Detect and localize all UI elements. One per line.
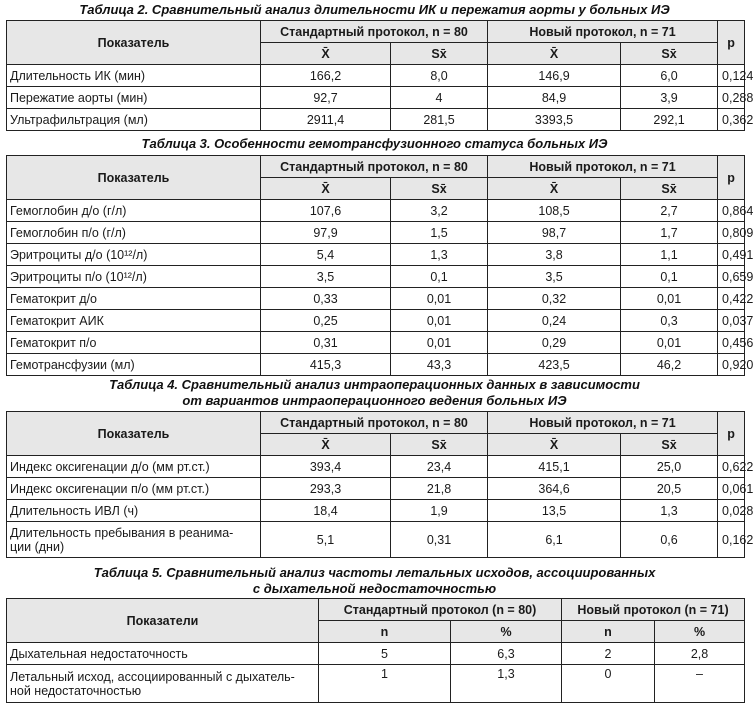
cell-value: 0,29: [488, 332, 621, 354]
cell-value: 0,01: [621, 332, 718, 354]
cell-value: 92,7: [261, 87, 391, 109]
cell-value: 364,6: [488, 478, 621, 500]
cell-value: 23,4: [391, 456, 488, 478]
header-n: n: [319, 621, 451, 643]
table-row: [7, 665, 745, 703]
cell-p-value: 0,061: [718, 478, 745, 500]
cell-value: 3,2: [391, 200, 488, 222]
row-label: Эритроциты д/о (10¹²/л): [7, 244, 261, 266]
cell-value: 8,0: [391, 65, 488, 87]
header-p: p: [718, 21, 745, 65]
cell-value: 6,3: [451, 643, 562, 665]
cell-p-value: 0,162: [718, 522, 745, 558]
header-n: n: [562, 621, 655, 643]
cell-value: 1,9: [391, 500, 488, 522]
table-row: [7, 478, 745, 500]
header-mean: X̄: [488, 43, 621, 65]
table4: [6, 411, 753, 558]
table-row: [7, 87, 745, 109]
cell-value: 0,31: [391, 522, 488, 558]
row-label: Гемоглобин п/о (г/л): [7, 222, 261, 244]
table-row: [7, 288, 745, 310]
header-new-protocol: Новый протокол (n = 71): [562, 599, 745, 621]
cell-p-value: 0,037: [718, 310, 745, 332]
row-label: Длительность ИВЛ (ч): [7, 500, 261, 522]
row-label: Летальный исход, ассоциированный с дыхатель- ной недостаточностью: [7, 665, 319, 703]
header-standard-protocol: Стандартный протокол, n = 80: [261, 412, 488, 434]
cell-value: 1,5: [391, 222, 488, 244]
table2-caption: Таблица 2. Сравнительный анализ длительности ИК и пережатия аорты у больных ИЭ: [79, 2, 670, 17]
cell-value: 166,2: [261, 65, 391, 87]
cell-value: 46,2: [621, 354, 718, 376]
cell-value: 21,8: [391, 478, 488, 500]
table2: [6, 20, 753, 131]
table-row: [7, 522, 745, 558]
table5: [6, 598, 745, 703]
table-row: [7, 109, 745, 131]
header-mean: X̄: [488, 178, 621, 200]
cell-value: 0,1: [621, 266, 718, 288]
header-sd: Sx̄: [621, 178, 718, 200]
table-row: [7, 456, 745, 478]
cell-value: 2: [562, 643, 655, 665]
header-standard-protocol: Стандартный протокол, n = 80: [261, 156, 488, 178]
cell-value: 97,9: [261, 222, 391, 244]
row-label: Гематокрит п/о: [7, 332, 261, 354]
cell-value: 18,4: [261, 500, 391, 522]
cell-p-value: 0,456: [718, 332, 745, 354]
row-label: Пережатие аорты (мин): [7, 87, 261, 109]
cell-value: 43,3: [391, 354, 488, 376]
row-label: Гемоглобин д/о (г/л): [7, 200, 261, 222]
header-mean: X̄: [261, 434, 391, 456]
cell-value: 0,24: [488, 310, 621, 332]
header-percent: %: [655, 621, 745, 643]
cell-value: 1,7: [621, 222, 718, 244]
cell-value: 84,9: [488, 87, 621, 109]
cell-p-value: 0,491: [718, 244, 745, 266]
table-row: [7, 200, 745, 222]
cell-value: 0,6: [621, 522, 718, 558]
header-standard-protocol: Стандартный протокол (n = 80): [319, 599, 562, 621]
header-p: p: [718, 156, 745, 200]
header-new-protocol: Новый протокол, n = 71: [488, 156, 718, 178]
row-label: Эритроциты п/о (10¹²/л): [7, 266, 261, 288]
table-row: [7, 310, 745, 332]
row-label: Гематокрит д/о: [7, 288, 261, 310]
header-sd: Sx̄: [391, 43, 488, 65]
cell-value: 4: [391, 87, 488, 109]
cell-value: 3,5: [261, 266, 391, 288]
cell-value: 423,5: [488, 354, 621, 376]
cell-value: 0,01: [391, 310, 488, 332]
cell-value: 5,1: [261, 522, 391, 558]
cell-value: 0,01: [391, 288, 488, 310]
row-label: Дыхательная недостаточность: [7, 643, 319, 665]
cell-value: 107,6: [261, 200, 391, 222]
row-label: Гематокрит АИК: [7, 310, 261, 332]
header-indicator: Показатель: [7, 156, 261, 200]
cell-value: 6,1: [488, 522, 621, 558]
cell-value: 0,33: [261, 288, 391, 310]
cell-value: 3,9: [621, 87, 718, 109]
table5-caption-line2: с дыхательной недостаточностью: [252, 581, 497, 596]
table-row: [7, 332, 745, 354]
header-new-protocol: Новый протокол, n = 71: [488, 412, 718, 434]
cell-value: 415,3: [261, 354, 391, 376]
cell-value: 0: [562, 665, 655, 703]
header-p: p: [718, 412, 745, 456]
table-row: [7, 222, 745, 244]
cell-value: 20,5: [621, 478, 718, 500]
header-standard-protocol: Стандартный протокол, n = 80: [261, 21, 488, 43]
cell-value: 98,7: [488, 222, 621, 244]
cell-value: 13,5: [488, 500, 621, 522]
row-label: Длительность пребывания в реанима- ции (дни): [7, 522, 261, 558]
header-sd: Sx̄: [391, 178, 488, 200]
cell-p-value: 0,362: [718, 109, 745, 131]
cell-value: 281,5: [391, 109, 488, 131]
table5-caption-line1: Таблица 5. Сравнительный анализ частоты летальных исходов, ассоциированных: [93, 565, 656, 580]
cell-value: 146,9: [488, 65, 621, 87]
cell-p-value: 0,864: [718, 200, 745, 222]
cell-value: 2,8: [655, 643, 745, 665]
cell-value: 5,4: [261, 244, 391, 266]
table-row: [7, 244, 745, 266]
header-new-protocol: Новый протокол, n = 71: [488, 21, 718, 43]
cell-value: 5: [319, 643, 451, 665]
cell-value: 0,25: [261, 310, 391, 332]
cell-value: 292,1: [621, 109, 718, 131]
cell-p-value: 0,124: [718, 65, 745, 87]
cell-value: 1,1: [621, 244, 718, 266]
cell-value: 25,0: [621, 456, 718, 478]
cell-value: 0,1: [391, 266, 488, 288]
table-row: [7, 65, 745, 87]
header-sd: Sx̄: [621, 434, 718, 456]
row-label: Индекс оксигенации д/о (мм рт.ст.): [7, 456, 261, 478]
cell-value: 1: [319, 665, 451, 703]
row-label: Ультрафильтрация (мл): [7, 109, 261, 131]
cell-p-value: 0,809: [718, 222, 745, 244]
cell-value: 0,01: [391, 332, 488, 354]
header-sd: Sx̄: [391, 434, 488, 456]
table-row: [7, 643, 745, 665]
header-indicators: Показатели: [7, 599, 319, 643]
table3: [6, 155, 753, 376]
cell-value: 3,5: [488, 266, 621, 288]
header-indicator: Показатель: [7, 21, 261, 65]
table3-caption: Таблица 3. Особенности гемотрансфузионного статуса больных ИЭ: [141, 136, 608, 151]
table4-caption-line2: от вариантов интраоперационного ведения больных ИЭ: [182, 393, 567, 408]
cell-value: 2,7: [621, 200, 718, 222]
cell-p-value: 0,028: [718, 500, 745, 522]
cell-p-value: 0,288: [718, 87, 745, 109]
header-mean: X̄: [488, 434, 621, 456]
cell-value: 293,3: [261, 478, 391, 500]
cell-value: 393,4: [261, 456, 391, 478]
row-label: Длительность ИК (мин): [7, 65, 261, 87]
cell-value: 0,01: [621, 288, 718, 310]
table-row: [7, 354, 745, 376]
cell-p-value: 0,659: [718, 266, 745, 288]
cell-value: 415,1: [488, 456, 621, 478]
cell-value: 1,3: [391, 244, 488, 266]
cell-value: 2911,4: [261, 109, 391, 131]
cell-value: 0,32: [488, 288, 621, 310]
header-sd: Sx̄: [621, 43, 718, 65]
cell-value: 1,3: [621, 500, 718, 522]
header-mean: X̄: [261, 43, 391, 65]
row-label: Индекс оксигенации п/о (мм рт.ст.): [7, 478, 261, 500]
row-label: Гемотрансфузии (мл): [7, 354, 261, 376]
cell-p-value: 0,422: [718, 288, 745, 310]
cell-value: –: [655, 665, 745, 703]
table-row: [7, 500, 745, 522]
header-percent: %: [451, 621, 562, 643]
table4-caption-line1: Таблица 4. Сравнительный анализ интраоперационных данных в зависимости: [109, 377, 640, 392]
cell-p-value: 0,622: [718, 456, 745, 478]
cell-value: 0,3: [621, 310, 718, 332]
cell-value: 1,3: [451, 665, 562, 703]
header-mean: X̄: [261, 178, 391, 200]
table-row: [7, 266, 745, 288]
cell-value: 3,8: [488, 244, 621, 266]
cell-value: 0,31: [261, 332, 391, 354]
header-indicator: Показатель: [7, 412, 261, 456]
cell-p-value: 0,920: [718, 354, 745, 376]
cell-value: 6,0: [621, 65, 718, 87]
cell-value: 108,5: [488, 200, 621, 222]
cell-value: 3393,5: [488, 109, 621, 131]
